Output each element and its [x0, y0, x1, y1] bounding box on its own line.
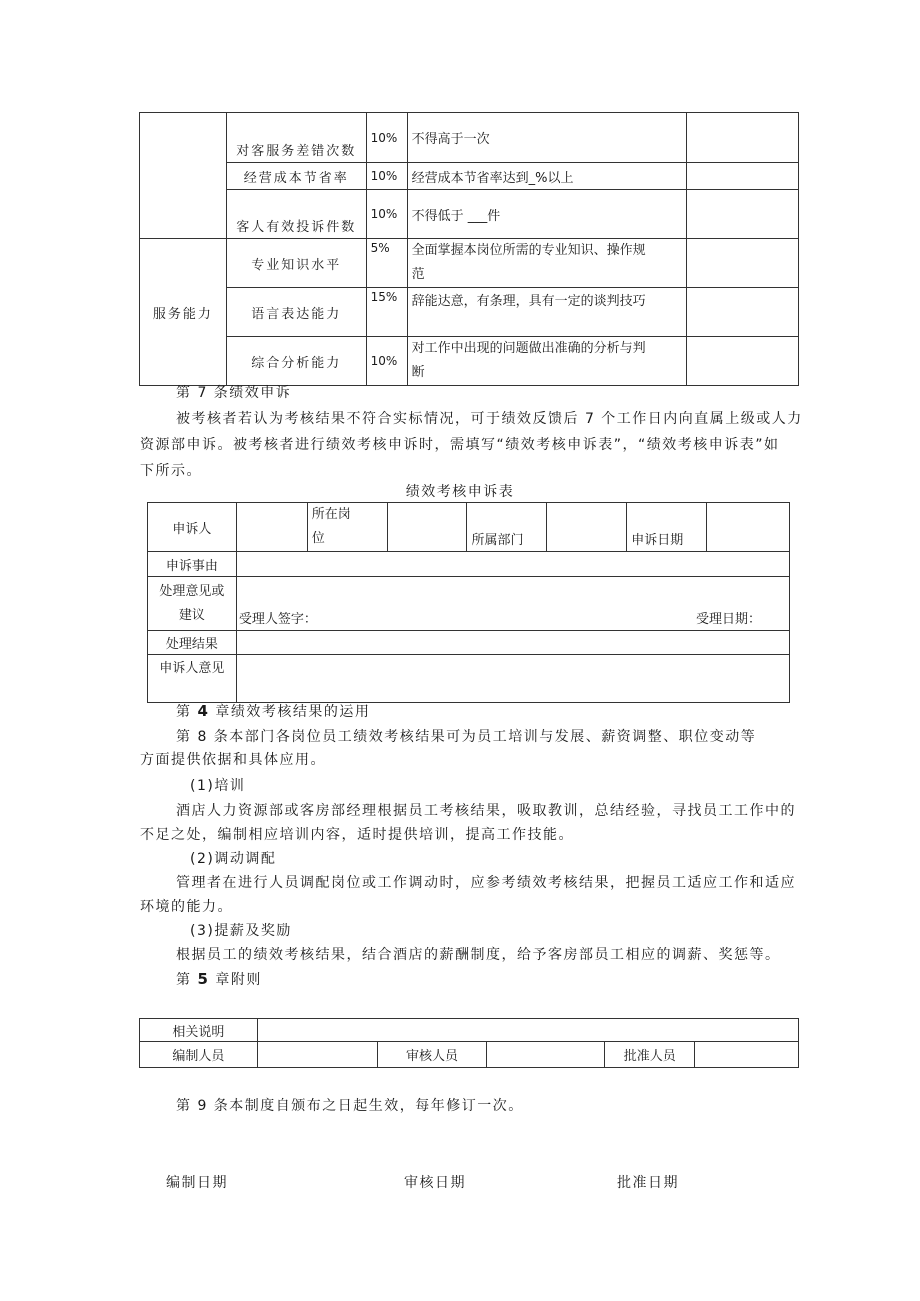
standard-line: 对工作中出现的问题做出准确的分析与判 [411, 341, 646, 356]
signoff-table [139, 1018, 799, 1068]
appeal-table-title: 绩效考核申诉表 [405, 484, 515, 500]
score-cell [687, 337, 799, 386]
department-value [547, 503, 627, 552]
result-value [236, 631, 789, 655]
reason-label: 申诉事由 [148, 552, 237, 577]
position-label-line: 位 [311, 531, 325, 546]
reviewer-label: 审核人员 [377, 1042, 487, 1068]
section-line: 环境的能力。 [140, 899, 233, 915]
weight-cell: 10% [366, 113, 407, 163]
standard-cell: 不得低于 ___件 [407, 190, 687, 239]
applicant-label: 申诉人 [148, 503, 237, 552]
opinion-value [236, 577, 789, 631]
section-title: (3)提薪及奖励 [190, 923, 292, 939]
chapter-number: 5 [197, 970, 210, 988]
receive-date-label: 受理日期： [695, 612, 761, 627]
result-label: 处理结果 [148, 631, 237, 655]
item-cell: 语言表达能力 [226, 288, 366, 337]
section-title: (2)调动调配 [190, 851, 277, 867]
score-cell [687, 190, 799, 239]
review-date-label: 审核日期 [404, 1175, 466, 1191]
notes-value [257, 1019, 798, 1042]
chapter-5-heading [176, 966, 262, 993]
item-cell: 对客服务差错次数 [226, 113, 366, 163]
date-label: 申诉日期 [627, 503, 707, 552]
category-cell-empty [140, 113, 227, 239]
section-title: (1)培训 [190, 778, 246, 794]
category-cell: 服务能力 [140, 239, 227, 386]
compiler-value [257, 1042, 377, 1068]
standard-cell [407, 337, 687, 386]
chapter-title: 章绩效考核结果的运用 [215, 704, 371, 720]
department-label: 所属部门 [467, 503, 547, 552]
standard-line: 断 [411, 365, 425, 380]
standard-line: 范 [411, 267, 425, 282]
article-8-line: 方面提供依据和具体应用。 [140, 752, 326, 768]
date-value [707, 503, 790, 552]
receiver-sign-label: 受理人签字： [238, 612, 317, 627]
weight-cell: 10% [366, 337, 407, 386]
applicant-opinion-value [236, 655, 789, 703]
position-label [307, 503, 387, 552]
chapter-prefix: 第 [176, 972, 192, 988]
reason-value [236, 552, 789, 577]
article-9: 第 9 条本制度自颁布之日起生效，每年修订一次。 [176, 1098, 524, 1114]
section-line: 管理者在进行人员调配岗位或工作调动时，应参考绩效考核结果，把握员工适应工作和适应 [176, 875, 796, 891]
approver-label: 批准人员 [605, 1042, 695, 1068]
approver-value [695, 1042, 799, 1068]
section-line: 酒店人力资源部或客房部经理根据员工考核结果，吸取教训，总结经验，寻找员工工作中的 [176, 803, 796, 819]
weight-cell: 10% [366, 163, 407, 190]
standard-cell: 经营成本节省率达到_%以上 [407, 163, 687, 190]
article-7-line: 下所示。 [140, 463, 202, 479]
chapter-prefix: 第 [176, 704, 192, 720]
item-cell: 专业知识水平 [226, 239, 366, 288]
notes-label: 相关说明 [140, 1019, 258, 1042]
position-value [387, 503, 467, 552]
weight-cell: 10% [366, 190, 407, 239]
article-7-heading: 第 7 条绩效申诉 [176, 385, 292, 401]
section-line: 根据员工的绩效考核结果，结合酒店的薪酬制度，给予客房部员工相应的调薪、奖惩等。 [176, 947, 781, 963]
opinion-label [148, 577, 237, 631]
article-7-line: 被考核者若认为考核结果不符合实标情况，可于绩效反馈后 7 个工作日内向直属上级或人力 [176, 411, 803, 427]
weight-cell: 5% [366, 239, 407, 288]
compile-date-label: 编制日期 [166, 1175, 228, 1191]
score-cell [687, 288, 799, 337]
score-cell [687, 239, 799, 288]
position-label-line: 所在岗 [311, 507, 351, 522]
applicant-opinion-label: 申诉人意见 [148, 655, 237, 703]
item-cell: 综合分析能力 [226, 337, 366, 386]
approve-date-label: 批准日期 [617, 1175, 679, 1191]
chapter-4-heading [176, 698, 370, 725]
section-line: 不足之处，编制相应培训内容，适时提供培训，提高工作技能。 [140, 827, 574, 843]
reviewer-value [487, 1042, 605, 1068]
evaluation-table [139, 112, 799, 386]
standard-cell: 辞能达意，有条理，具有一定的谈判技巧 [407, 288, 687, 337]
opinion-label-line: 建议 [178, 607, 205, 623]
chapter-title: 章附则 [215, 972, 262, 988]
article-7-line: 资源部申诉。被考核者进行绩效考核申诉时，需填写“绩效考核申诉表”，“绩效考核申诉表”如 [140, 437, 780, 453]
appeal-table [147, 502, 790, 703]
item-cell: 经营成本节省率 [226, 163, 366, 190]
score-cell [687, 113, 799, 163]
article-8-line: 第 8 条本部门各岗位员工绩效考核结果可为员工培训与发展、薪资调整、职位变动等 [176, 729, 757, 745]
compiler-label: 编制人员 [140, 1042, 258, 1068]
weight-cell: 15% [366, 288, 407, 337]
standard-cell [407, 239, 687, 288]
opinion-label-line: 处理意见或 [159, 583, 225, 599]
score-cell [687, 163, 799, 190]
item-cell: 客人有效投诉件数 [226, 190, 366, 239]
chapter-number: 4 [197, 702, 210, 720]
applicant-value [236, 503, 307, 552]
standard-line: 全面掌握本岗位所需的专业知识、操作规 [411, 243, 646, 258]
standard-cell: 不得高于一次 [407, 113, 687, 163]
